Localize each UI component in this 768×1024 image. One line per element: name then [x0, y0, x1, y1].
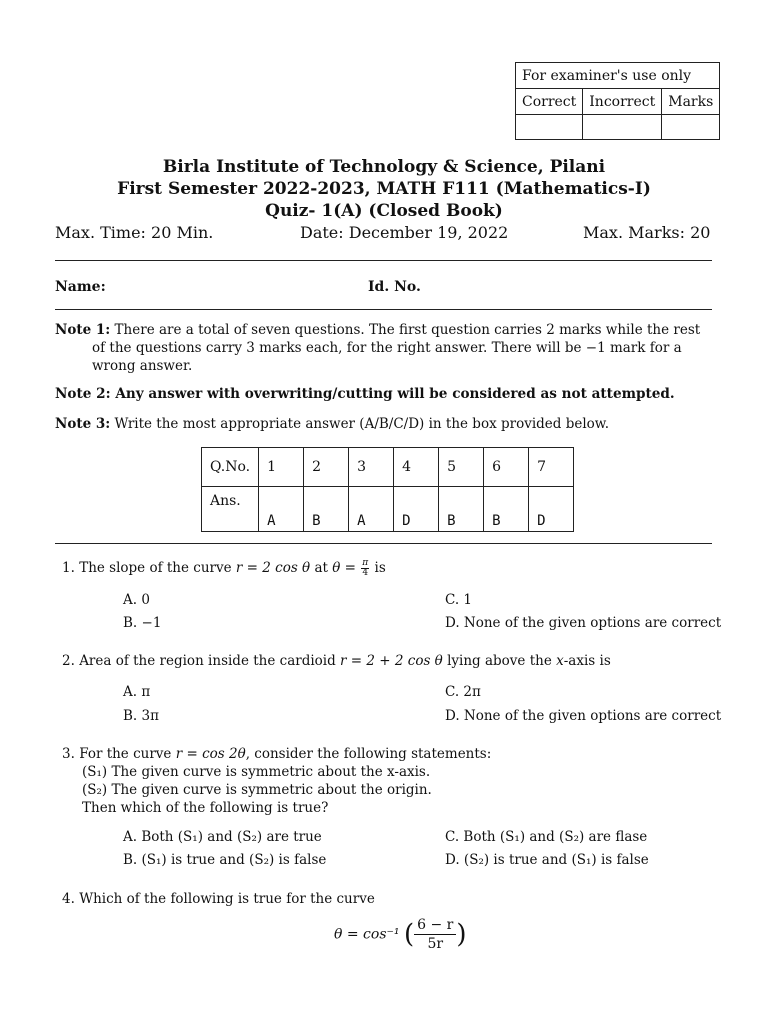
answer-cell[interactable]: B: [439, 487, 484, 532]
exam-date: Date: December 19, 2022: [300, 223, 509, 242]
qno-cell: 5: [439, 448, 484, 487]
question-number: 2.: [62, 653, 75, 669]
question-text: at: [314, 560, 328, 576]
fraction: [361, 559, 369, 578]
formula-lhs: θ = cos⁻¹: [334, 926, 400, 943]
id-label: Id. No.: [368, 279, 421, 295]
question-1: [62, 559, 386, 578]
qno-cell: 6: [484, 448, 529, 487]
question-number: 1.: [62, 560, 75, 576]
q2-option-d[interactable]: D. None of the given options are correct: [445, 708, 722, 724]
question-formula: r = cos 2θ: [175, 746, 246, 762]
question-text: is: [374, 560, 386, 576]
note-1-label: Note 1:: [55, 322, 111, 338]
right-paren-icon: ): [456, 919, 467, 950]
examiner-cell-incorrect[interactable]: [583, 115, 662, 140]
course-title: First Semester 2022-2023, MATH F111 (Mathematics-I): [117, 179, 651, 199]
question-ask: Then which of the following is true?: [82, 800, 329, 816]
q1-option-d[interactable]: D. None of the given options are correct: [445, 615, 722, 631]
question-number: 3.: [62, 746, 75, 762]
answer-cell[interactable]: A: [259, 487, 304, 532]
question-4: [62, 890, 375, 908]
question-2: [62, 652, 611, 670]
divider: [55, 309, 712, 310]
qno-label: Q.No.: [202, 448, 259, 487]
name-label: Name:: [55, 279, 106, 295]
question-formula: r = 2 cos θ: [235, 560, 311, 576]
note-2: Note 2: Any answer with overwriting/cutting will be considered as not attempted.: [55, 386, 675, 402]
note-3: [55, 415, 715, 433]
examiner-cell-marks[interactable]: [662, 115, 720, 140]
examiner-col-incorrect: Incorrect: [583, 89, 662, 115]
qno-cell: 2: [304, 448, 349, 487]
qno-cell: 4: [394, 448, 439, 487]
qno-cell: 1: [259, 448, 304, 487]
question-formula: r = 2 + 2 cos θ: [340, 653, 443, 669]
answer-cell[interactable]: D: [394, 487, 439, 532]
question-4-formula: [334, 916, 467, 953]
note-1-text: There are a total of seven questions. The first question carries 2 marks while the rest of the questions carry 3 marks each, for the right answer. There will be −1 mark for a wrong answer.: [92, 322, 701, 374]
q1-option-b[interactable]: B. −1: [123, 615, 162, 631]
max-time: Max. Time: 20 Min.: [55, 223, 214, 242]
examiner-cell-correct[interactable]: [516, 115, 583, 140]
q2-option-b[interactable]: B. 3π: [123, 708, 159, 724]
question-text: lying above the: [447, 653, 552, 669]
note-1: [55, 321, 715, 375]
q3-option-c[interactable]: C. Both (S₁) and (S₂) are flase: [445, 829, 648, 845]
question-3: [62, 745, 491, 817]
divider: [55, 543, 712, 544]
question-formula: x: [556, 653, 564, 669]
answer-cell[interactable]: A: [349, 487, 394, 532]
quiz-title: Quiz- 1(A) (Closed Book): [265, 201, 503, 221]
fraction-numerator: π: [362, 558, 369, 568]
q3-option-b[interactable]: B. (S₁) is true and (S₂) is false: [123, 852, 327, 868]
examiner-col-correct: Correct: [516, 89, 583, 115]
answer-cell[interactable]: B: [304, 487, 349, 532]
divider: [55, 260, 712, 261]
fraction-numerator: 6 − r: [414, 916, 456, 935]
note-3-label: Note 3:: [55, 416, 111, 432]
statement-s2: (S₂) The given curve is symmetric about the origin.: [82, 782, 432, 798]
question-text: Which of the following is true for the curve: [79, 891, 375, 907]
examiner-col-marks: Marks: [662, 89, 720, 115]
fraction: [414, 916, 456, 953]
institute-title: Birla Institute of Technology & Science, Pilani: [162, 157, 606, 177]
answer-cell[interactable]: B: [484, 487, 529, 532]
question-text: The slope of the curve: [79, 560, 232, 576]
q3-option-d[interactable]: D. (S₂) is true and (S₁) is false: [445, 852, 649, 868]
question-number: 4.: [62, 891, 75, 907]
q1-option-a[interactable]: A. 0: [123, 592, 150, 608]
q1-option-c[interactable]: C. 1: [445, 592, 473, 608]
question-text: For the curve: [79, 746, 172, 762]
note-3-text: Write the most appropriate answer (A/B/C/D) in the box provided below.: [114, 416, 610, 432]
q2-option-c[interactable]: C. 2π: [445, 684, 481, 700]
question-text: -axis is: [563, 653, 611, 669]
fraction-denominator: 5r: [427, 936, 444, 952]
left-paren-icon: (: [403, 919, 415, 950]
question-formula: θ =: [332, 560, 356, 576]
answer-table: [201, 447, 574, 532]
examiner-box-title: For examiner's use only: [516, 63, 720, 89]
q2-option-a[interactable]: A. π: [123, 684, 151, 700]
q3-option-a[interactable]: A. Both (S₁) and (S₂) are true: [123, 829, 322, 845]
fraction-denominator: 4: [362, 568, 369, 578]
ans-label: Ans.: [202, 487, 259, 532]
statement-s1: (S₁) The given curve is symmetric about the x-axis.: [82, 764, 431, 780]
max-marks: Max. Marks: 20: [583, 223, 711, 242]
qno-cell: 3: [349, 448, 394, 487]
qno-cell: 7: [529, 448, 574, 487]
examiner-box: [515, 62, 720, 140]
question-text: Area of the region inside the cardioid: [79, 653, 336, 669]
question-text: , consider the following statements:: [245, 746, 492, 762]
answer-cell[interactable]: D: [529, 487, 574, 532]
